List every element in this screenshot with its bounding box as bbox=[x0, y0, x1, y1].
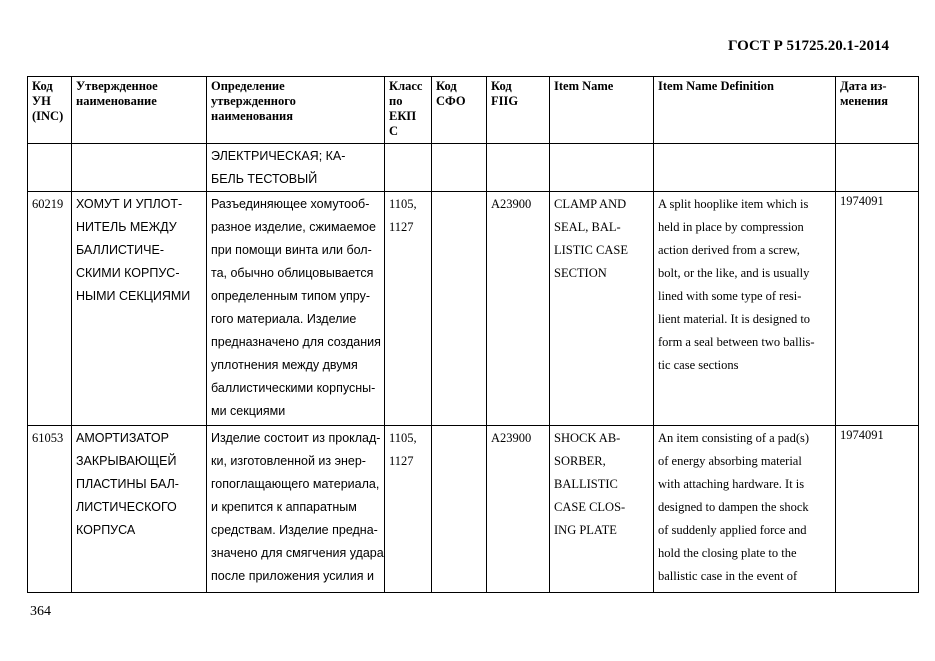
table-row bbox=[28, 192, 919, 426]
cell-class bbox=[385, 192, 432, 426]
cell-name bbox=[72, 426, 207, 593]
text-line: ХОМУТ И УПЛОТ- bbox=[76, 197, 183, 211]
cell-date: 1974091 bbox=[836, 426, 919, 593]
text-line: Item Name Definition bbox=[658, 79, 774, 93]
text-line: разное изделие, сжимаемое bbox=[211, 220, 376, 234]
text-line: hold the closing plate to the bbox=[658, 546, 797, 560]
text-line: утвержденного bbox=[211, 94, 296, 108]
text-line: A split hooplike item which is bbox=[658, 197, 809, 211]
text-line: НЫМИ СЕКЦИЯМИ bbox=[76, 289, 191, 303]
text-line: LISTIC CASE bbox=[554, 243, 628, 257]
text-line: НИТЕЛЬ МЕЖДУ bbox=[76, 220, 177, 234]
text-line: SEAL, BAL- bbox=[554, 220, 621, 234]
text-line: with attaching hardware. It is bbox=[658, 477, 805, 491]
cell-date bbox=[836, 144, 919, 192]
text-line: ми секциями bbox=[211, 404, 286, 418]
text-line: КОРПУСА bbox=[76, 523, 136, 537]
header-fiig bbox=[487, 77, 550, 144]
text-line: наименования bbox=[211, 109, 294, 123]
text-line: SHOCK AB- bbox=[554, 431, 621, 445]
header-inc bbox=[28, 77, 72, 144]
cell-sfo bbox=[432, 144, 487, 192]
text-line: Разъединяющее хомутооб- bbox=[211, 197, 370, 211]
cell-fiig: A23900 bbox=[487, 192, 550, 426]
cell-class bbox=[385, 426, 432, 593]
text-line: ЭЛЕКТРИЧЕСКАЯ; КА- bbox=[211, 149, 346, 163]
text-line: Класс bbox=[389, 79, 423, 93]
cell-fiig bbox=[487, 144, 550, 192]
header-approved-name bbox=[72, 77, 207, 144]
table-header-row bbox=[28, 77, 919, 144]
text-line: An item consisting of a pad(s) bbox=[658, 431, 810, 445]
text-line: SECTION bbox=[554, 266, 607, 280]
cell-definition bbox=[207, 144, 385, 192]
text-line: по bbox=[389, 94, 403, 108]
text-line: BALLISTIC bbox=[554, 477, 618, 491]
header-definition bbox=[207, 77, 385, 144]
cell-sfo bbox=[432, 426, 487, 593]
page-number: 364 bbox=[30, 604, 51, 619]
header-change-date bbox=[836, 77, 919, 144]
text-line: designed to dampen the shock bbox=[658, 500, 809, 514]
text-line: Изделие состоит из проклад- bbox=[211, 431, 381, 445]
text-line: CLAMP AND bbox=[554, 197, 627, 211]
text-line: lient material. It is designed to bbox=[658, 312, 811, 326]
text-line: БАЛЛИСТИЧЕ- bbox=[76, 243, 164, 257]
cell-sfo bbox=[432, 192, 487, 426]
header-item-name bbox=[550, 77, 654, 144]
text-line: of energy absorbing material bbox=[658, 454, 802, 468]
text-line: ING PLATE bbox=[554, 523, 617, 537]
text-line: ЗАКРЫВАЮЩЕЙ bbox=[76, 454, 177, 468]
text-line: Определение bbox=[211, 79, 285, 93]
text-line: СКИМИ КОРПУС- bbox=[76, 266, 180, 280]
cell-item-name bbox=[550, 192, 654, 426]
table-row-continuation bbox=[28, 144, 919, 192]
text-line: SORBER, bbox=[554, 454, 606, 468]
text-line: 1105, bbox=[389, 431, 417, 445]
text-line: та, обычно облицовывается bbox=[211, 266, 374, 280]
text-line: 1127 bbox=[389, 454, 414, 468]
text-line: CASE CLOS- bbox=[554, 500, 626, 514]
cell-inc bbox=[28, 144, 72, 192]
cell-item-name bbox=[550, 426, 654, 593]
text-line: ПЛАСТИНЫ БАЛ- bbox=[76, 477, 179, 491]
cell-item-definition bbox=[654, 144, 836, 192]
cell-fiig: A23900 bbox=[487, 426, 550, 593]
text-line: ballistic case in the event of bbox=[658, 569, 798, 583]
table-row bbox=[28, 426, 919, 593]
text-line: УН bbox=[32, 94, 51, 108]
cell-date: 1974091 bbox=[836, 192, 919, 426]
cell-item-definition bbox=[654, 426, 836, 593]
cell-name bbox=[72, 192, 207, 426]
text-line: of suddenly applied force and bbox=[658, 523, 807, 537]
text-line: 1105, bbox=[389, 197, 417, 211]
document-title: ГОСТ Р 51725.20.1-2014 bbox=[727, 38, 889, 54]
text-line: менения bbox=[840, 94, 888, 108]
text-line: (INC) bbox=[32, 109, 64, 123]
header-item-name-definition bbox=[654, 77, 836, 144]
text-line: FIIG bbox=[491, 94, 519, 108]
text-line: 1127 bbox=[389, 220, 414, 234]
text-line: held in place by compression bbox=[658, 220, 804, 234]
text-line: form a seal between two ballis- bbox=[658, 335, 815, 349]
text-line: СФО bbox=[436, 94, 466, 108]
cell-item-definition bbox=[654, 192, 836, 426]
text-line: Утвержденное bbox=[76, 79, 158, 93]
text-line: средствам. Изделие предна- bbox=[211, 523, 378, 537]
text-line: определенным типом упру- bbox=[211, 289, 371, 303]
text-line: ЛИСТИЧЕСКОГО bbox=[76, 500, 177, 514]
text-line: при помощи винта или бол- bbox=[211, 243, 372, 257]
text-line: Код bbox=[436, 79, 457, 93]
header-sfo bbox=[432, 77, 487, 144]
text-line: гопоглащающего материала, bbox=[211, 477, 380, 491]
cell-definition bbox=[207, 426, 385, 593]
cell-class bbox=[385, 144, 432, 192]
text-line: Дата из- bbox=[840, 79, 887, 93]
cell-inc: 61053 bbox=[28, 426, 72, 593]
text-line: Код bbox=[32, 79, 53, 93]
text-line: lined with some type of resi- bbox=[658, 289, 802, 303]
cell-definition bbox=[207, 192, 385, 426]
text-line: ЕКП bbox=[389, 109, 417, 123]
text-line: АМОРТИЗАТОР bbox=[76, 431, 169, 445]
text-line: после приложения усилия и bbox=[211, 569, 374, 583]
text-line: значено для смягчения удара bbox=[211, 546, 384, 560]
text-line: tic case sections bbox=[658, 358, 739, 372]
text-line: БЕЛЬ ТЕСТОВЫЙ bbox=[211, 172, 318, 186]
text-line: Код bbox=[491, 79, 512, 93]
text-line: action derived from a screw, bbox=[658, 243, 800, 257]
text-line: Item Name bbox=[554, 79, 614, 93]
text-line: ки, изготовленной из энер- bbox=[211, 454, 366, 468]
cell-name bbox=[72, 144, 207, 192]
cell-inc: 60219 bbox=[28, 192, 72, 426]
text-line: уплотнения между двумя bbox=[211, 358, 358, 372]
cell-item-name bbox=[550, 144, 654, 192]
text-line: С bbox=[389, 124, 399, 138]
codification-table bbox=[27, 76, 919, 593]
text-line: предназначено для создания bbox=[211, 335, 381, 349]
header-class bbox=[385, 77, 432, 144]
text-line: гого материала. Изделие bbox=[211, 312, 357, 326]
text-line: наименование bbox=[76, 94, 157, 108]
text-line: и крепится к аппаратным bbox=[211, 500, 357, 514]
text-line: bolt, or the like, and is usually bbox=[658, 266, 810, 280]
text-line: баллистическими корпусны- bbox=[211, 381, 376, 395]
